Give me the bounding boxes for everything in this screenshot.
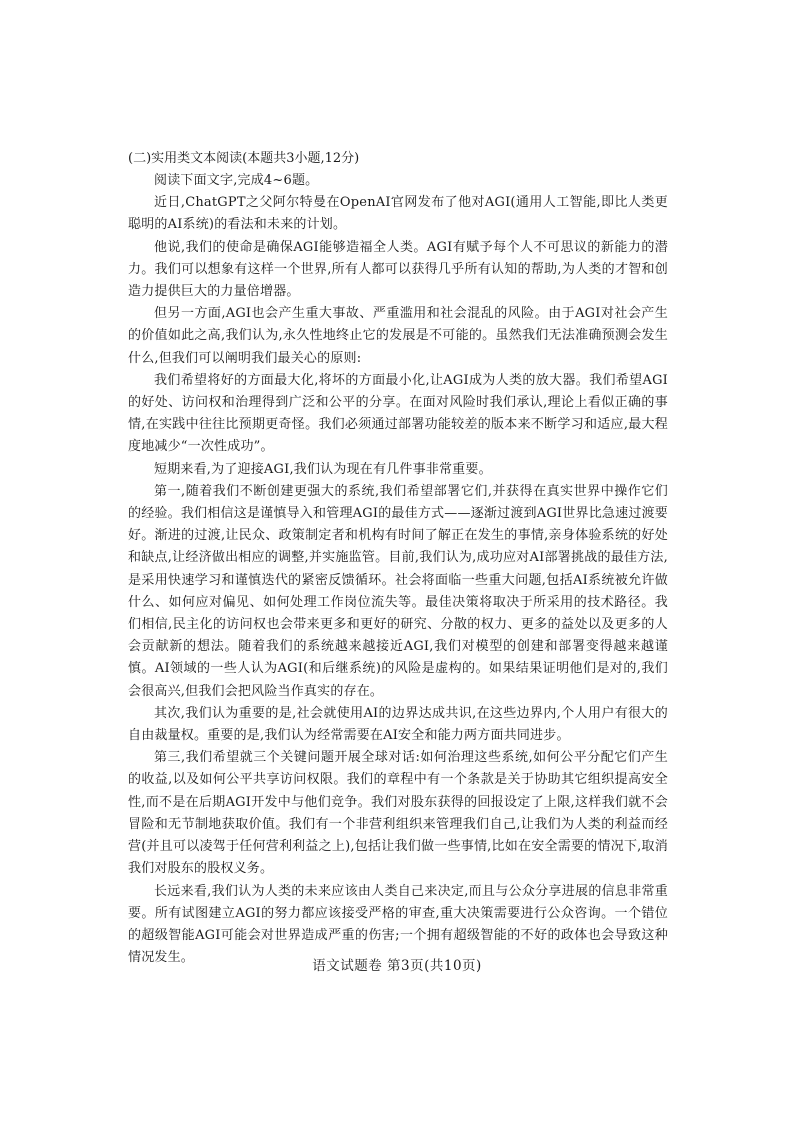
- page-footer: 语文试题卷 第3页(共10页): [312, 958, 482, 974]
- instruction-paragraph: 阅读下面文字,完成4~6题。: [154, 173, 319, 188]
- article-paragraph: 第一,随着我们不断创建更强大的系统,我们希望部署它们,并获得在真实世界中操作它们的经验。我们相信这是谨慎导入和管理AGI的最佳方式——逐渐过渡到AGI世界比急速过渡要好。渐进的过渡,让民众、政策制定者和机构有时间了解正在发生的事情,亲身体验系统的好处和缺点,让经济做出相应的调整,并实施监管。目前,我们认为,成功应对AI部署挑战的最佳方法,是采用快速学习和谨慎迭代的紧密反馈循环。社会将面临一些重大问题,包括AI系统被允许做什么、如何应对偏见、如何处理工作岗位流失等。最佳决策将取决于所采用的技术路径。我们相信,民主化的访问权也会带来更多和更好的研究、分散的权力、更多的益处以及更多的人会贡献新的想法。随着我们的系统越来越接近AGI,我们对模型的创建和部署变得越来越谨慎。AI领域的一些人认为AGI(和后继系统)的风险是虚构的。如果结果证明他们是对的,我们会很高兴,但我们会把风险当作真实的存在。: [128, 483, 668, 699]
- article-paragraph: 第三,我们希望就三个关键问题开展全球对话:如何治理这些系统,如何公平分配它们产生的收益,以及如何公平共享访问权限。我们的章程中有一个条款是关于协助其它组织提高安全性,而不是在后期AGI开发中与他们竞争。我们对股东获得的回报设定了上限,这样我们就不会冒险和无节制地获取价值。我们有一个非营利组织来管理我们自己,让我们为人类的利益而经营(并且可以凌驾于任何营利利益之上),包括让我们做一些事情,比如在安全需要的情况下,取消我们对股东的股权义务。: [128, 750, 668, 877]
- article-paragraph: 短期来看,为了迎接AGI,我们认为现在有几件事非常重要。: [154, 461, 492, 477]
- section-title: (二)实用类文本阅读(本题共3小题,12分): [128, 151, 360, 166]
- article-paragraph: 我们希望将好的方面最大化,将坏的方面最小化,让AGI成为人类的放大器。我们希望AGI的好处、访问权和治理得到广泛和公平的分享。在面对风险时我们承认,理论上看似正确的事情,在实践中往往比预期更奇怪。我们必须通过部署功能较差的版本来不断学习和适应,最大程度地减少“一次性成功”。: [128, 372, 668, 455]
- article-paragraph: 近日,ChatGPT之父阿尔特曼在OpenAI官网发布了他对AGI(通用人工智能,即比人类更聪明的AI系统)的看法和未来的计划。: [128, 195, 668, 233]
- article-paragraph: 他说,我们的使命是确保AGI能够造福全人类。AGI有赋予每个人不可思议的新能力的潜力。我们可以想象有这样一个世界,所有人都可以获得几乎所有认知的帮助,为人类的才智和创造力提供巨大的力量倍增器。: [128, 239, 668, 300]
- article-paragraph: 但另一方面,AGI也会产生重大事故、严重滥用和社会混乱的风险。由于AGI对社会产生的价值如此之高,我们认为,永久性地终止它的发展是不可能的。虽然我们无法准确预测会发生什么,但我们可以阐明我们最关心的原则:: [128, 306, 668, 366]
- article-paragraph: 长远来看,我们认为人类的未来应该由人类自己来决定,而且与公众分享进展的信息非常重要。所有试图建立AGI的努力都应该接受严格的审查,重大决策需要进行公众咨询。一个错位的超级智能AGI可能会对世界造成严重的伤害;一个拥有超级智能的不好的政体也会导致这种情况发生。: [128, 883, 668, 966]
- reading-section: [128, 148, 668, 969]
- article-paragraph: 其次,我们认为重要的是,社会就使用AI的边界达成共识,在这些边界内,个人用户有很大的自由裁量权。重要的是,我们认为经常需要在AI安全和能力两方面共同进步。: [128, 705, 668, 744]
